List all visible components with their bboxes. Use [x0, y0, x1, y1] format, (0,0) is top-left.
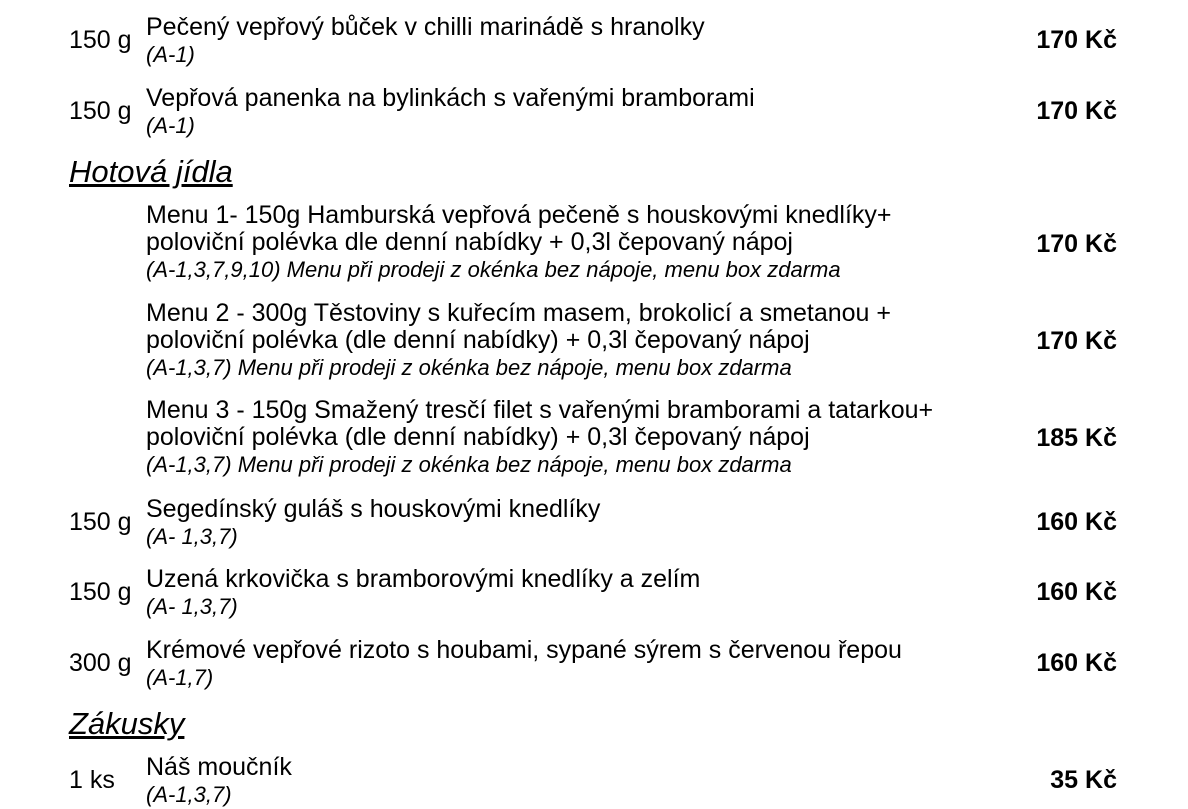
item-quantity: 150 g: [69, 97, 132, 125]
item-price: 160 Kč: [1036, 508, 1117, 536]
item-name: [146, 566, 700, 621]
item-allergens: (A-1,3,7): [146, 782, 232, 807]
item-price: 170 Kč: [1036, 327, 1117, 355]
combo-text: [146, 202, 892, 284]
combo-text: [146, 300, 891, 382]
combo-line-1: Menu 3 - 150g Smažený tresčí filet s vařenými bramborami a tatarkou+: [146, 396, 934, 424]
combo-line-2: poloviční polévka (dle denní nabídky) + 0,3l čepovaný nápoj: [146, 423, 810, 451]
item-name: [146, 637, 902, 692]
item-name: [146, 754, 292, 809]
item-allergens: (A- 1,3,7): [146, 524, 238, 549]
item-name-text: Pečený vepřový bůček v chilli marinádě s hranolky: [146, 13, 705, 41]
item-price: 170 Kč: [1036, 230, 1117, 258]
item-allergens: (A- 1,3,7): [146, 594, 238, 619]
section-heading-zakusky: Zákusky: [69, 706, 185, 741]
item-allergens: (A-1,7): [146, 665, 214, 690]
item-name: [146, 496, 600, 551]
item-price: 185 Kč: [1036, 424, 1117, 452]
item-name: [146, 14, 705, 69]
item-price: 160 Kč: [1036, 578, 1117, 606]
combo-note: (A-1,3,7) Menu při prodeji z okénka bez nápoje, menu box zdarma: [146, 355, 792, 380]
item-allergens: (A-1): [146, 113, 195, 138]
item-name-text: Krémové vepřové rizoto s houbami, sypané sýrem s červenou řepou: [146, 636, 902, 664]
combo-text: [146, 397, 933, 479]
item-name-text: Vepřová panenka na bylinkách s vařenými bramborami: [146, 84, 755, 112]
combo-line-1: Menu 2 - 300g Těstoviny s kuřecím masem, brokolicí a smetanou +: [146, 299, 892, 327]
item-name: [146, 85, 755, 140]
item-price: 170 Kč: [1036, 97, 1117, 125]
item-quantity: 150 g: [69, 508, 132, 536]
item-price: 160 Kč: [1036, 649, 1117, 677]
item-name-text: Segedínský guláš s houskovými knedlíky: [146, 495, 601, 523]
combo-line-1: Menu 1- 150g Hamburská vepřová pečeně s houskovými knedlíky+: [146, 201, 892, 229]
combo-note: (A-1,3,7) Menu při prodeji z okénka bez nápoje, menu box zdarma: [146, 452, 792, 477]
item-allergens: (A-1): [146, 42, 195, 67]
item-quantity: 1 ks: [69, 766, 115, 794]
combo-note: (A-1,3,7,9,10) Menu při prodeji z okénka bez nápoje, menu box zdarma: [146, 257, 841, 282]
item-name-text: Uzená krkovička s bramborovými knedlíky a zelím: [146, 565, 701, 593]
item-quantity: 150 g: [69, 578, 132, 606]
item-quantity: 150 g: [69, 26, 132, 54]
section-heading-hotova-jidla: Hotová jídla: [69, 154, 233, 189]
combo-line-2: poloviční polévka (dle denní nabídky) + 0,3l čepovaný nápoj: [146, 326, 810, 354]
item-price: 35 Kč: [1050, 766, 1117, 794]
item-quantity: 300 g: [69, 649, 132, 677]
combo-line-2: poloviční polévka dle denní nabídky + 0,3l čepovaný nápoj: [146, 228, 793, 256]
item-name-text: Náš moučník: [146, 753, 292, 781]
item-price: 170 Kč: [1036, 26, 1117, 54]
